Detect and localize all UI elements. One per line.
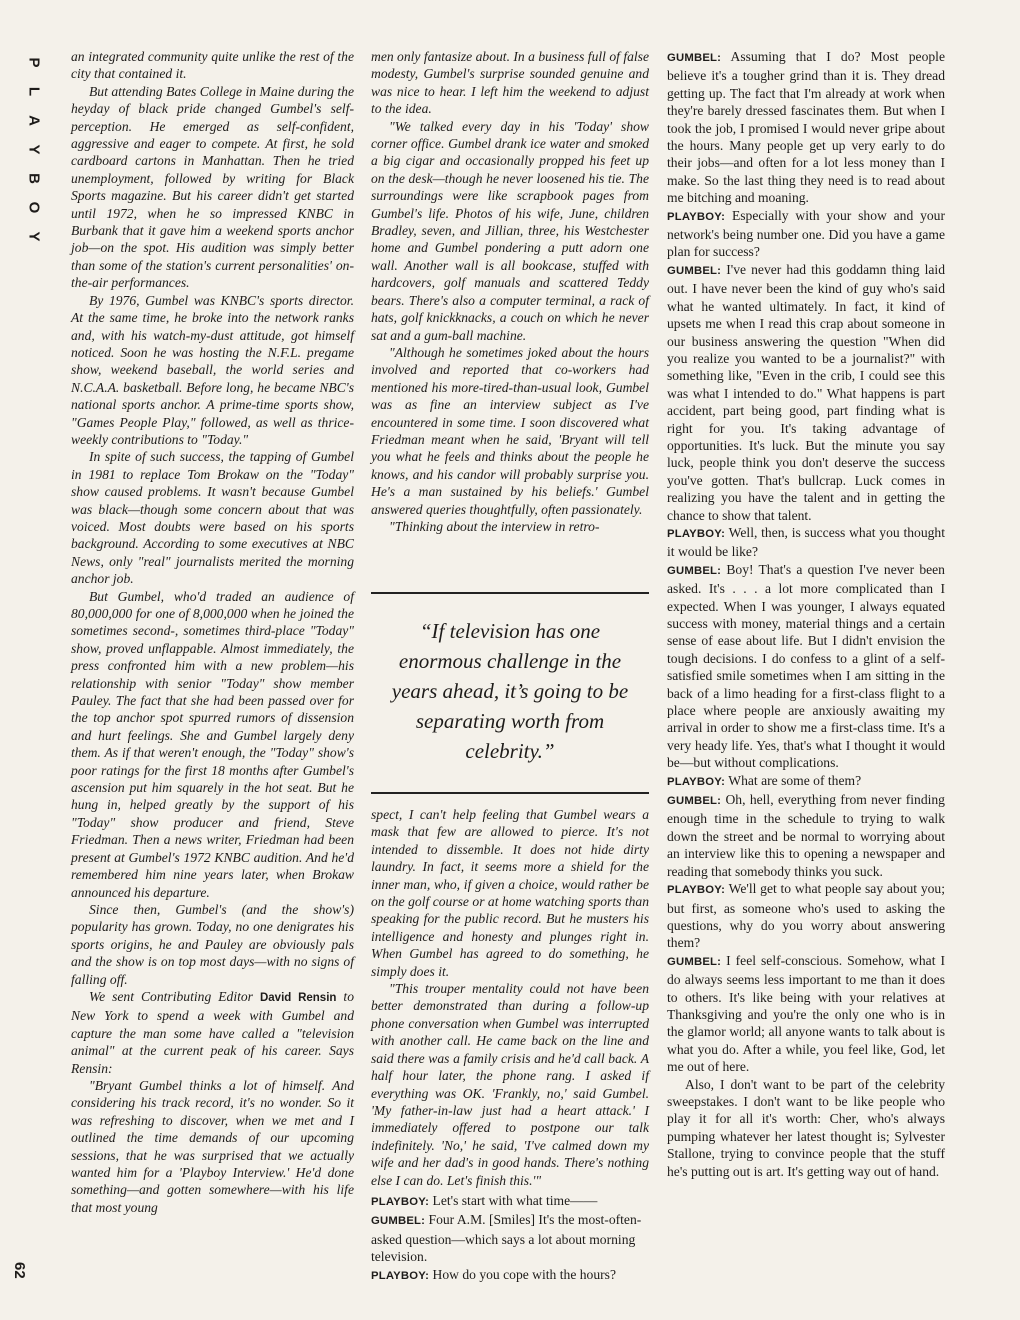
paragraph: "This trouper mentality could not have been better demonstrated than during a follow-up phone conversation when Gumbel was interrupted with another call. He came back on the line and said there was a family crisis and he'd call back. A half hour later, the phone rang. I asked if everything was OK. 'Frankly, no,' said Gumbel. 'My father-in-law just had a heart attack.' I immediately offered to postpone our talk indefinitely. 'No,' he said, 'I've calmed down my wife and her dad's in good hands. There's nothing else I can do. Let's finish this.'" (371, 981, 649, 1188)
paragraph: Also, I don't want to be part of the celebrity sweepstakes. I don't want to be like people who play it for all it's worth: Cher, who's always pumping whatever her latest thought is; Sylvester Stallone, trying to convince people that the stuff he's putting out is art. It's getting way out of hand. (667, 1076, 945, 1179)
qa-text: I've never had this goddamn thing laid out. I have never been the kind of guy who's said what he wanted ultimately. In fact, it kind of upsets me when I read this crap about someone in our business answering the question "When did you realize you wanted to be a journalist?" with something like, "Even in the crib, I could see this was what I intended to do." What happens is part accident, part being good, part finding what is right for you. It's taking advantage of opportunities. It's luck. But the minute you say luck, people think you don't deserve the success you've gotten. That's bullcrap. Luck comes in realizing you have the talent and in getting the chance to show that talent. (667, 261, 945, 523)
paragraph: In spite of such success, the tapping of Gumbel in 1981 to replace Tom Brokaw on the "Today" show caused problems. It wasn't because Gumbel was black—though some concern about that was voiced. Most doubts were based on his sports background. According to some executives at NBC News, only "real" journalists merited the morning anchor job. (71, 449, 354, 587)
paragraph: "We talked every day in his 'Today' show corner office. Gumbel drank ice water and smoked a big cigar and occasionally propped his feet up on the desk—though he never loosened his tie. The surroundings were like scrapbook pages from Gumbel's life. Photos of his wife, June, children Bradley, seven, and Jillian, three, his Westchester home and Gumbel pondering a putt adorn one wall. Another wall is all bookcase, stuffed with hardcovers, golf manuals and scattered Teddy bears. There's also a computer terminal, a rack of hats, golf knickknacks, a couch on which he never sat and a gum-ball machine. (371, 118, 649, 343)
qa-item (667, 524, 945, 561)
paragraph: "Bryant Gumbel thinks a lot of himself. And considering his track record, it's no wonder. So it was refreshing to discover, when we met and I outlined the time demands of our upcoming sessions, that he was surprised that we actually wanted him for a 'Playboy Interview.' He'd done something—and gotten somewhere—with his life that most young (71, 1077, 354, 1215)
spine-letter: O (25, 201, 43, 214)
spine-letter: P (25, 57, 43, 68)
qa-item (371, 1211, 649, 1265)
column-2-bottom (371, 806, 649, 1189)
spine-letter: L (25, 86, 43, 97)
column-1 (71, 48, 354, 1216)
speaker: PLAYBOY: (371, 1196, 430, 1208)
column-2-top (371, 48, 649, 535)
editor-intro: We sent Contributing Editor (89, 988, 260, 1004)
qa-text: Oh, hell, everything from never finding enough time in the schedule to trying to walk down the street and be normal to worrying about an interview like this to opening a newspaper and reading that somebody thinks you suck. (667, 792, 945, 879)
paragraph: By 1976, Gumbel was KNBC's sports director. At the same time, he broke into the network ranks and, with his watch-my-dust attitude, got himself noticed. Soon he was hosting the N.F.L. pregame show, weekend baseball, the world series and N.C.A.A. basketball. Before long, he became NBC's national sports anchor. A prime-time sports show, "Games People Play," followed, as well as thrice-weekly contributions to "Today." (71, 292, 354, 447)
qa-text: Boy! That's a question I've never been asked. It's . . . a lot more complicated than I expected. When I was younger, I always equated success with money, material things and a certain sense of ease about life. But I didn't envision the tough decisions. I do confess to a glint of a self-satisfied smile sometimes when I am sitting in the back of a limo heading for a first-class flight to a place where people are anxiously awaiting my arrival in order to show me a first-class time. It's a very heady life. Yes, that's what I thought it would be—but without complications. (667, 561, 945, 771)
paragraph: But attending Bates College in Maine during the heyday of black pride changed Gumbel's self-perception. He emerged as self-confident, aggressive and eager to compete. At first, he sold cardboard cartons in Manhattan. Then he tried unemployment, followed by writing for Black Sports magazine. But his career didn't get started until 1972, when he so impressed KNBC in Burbank that it gave him a weekend sports anchor job—on the spot. His audition was simply better than some of the station's current personalities' on-the-air performances. (71, 83, 354, 291)
qa-item (667, 952, 945, 1076)
editor-outro: to New York to spend a week with Gumbel and capture the man some have called a "television animal" at the current peak of his career. Says Rensin: (71, 988, 354, 1076)
paragraph: Since then, Gumbel's (and the show's) popularity has grown. Today, no one denigrates his sports origins, he and Pauley are obviously pals and the show is on top most days—with no signs of falling off. (71, 901, 354, 987)
qa-item (667, 772, 945, 791)
paragraph-editor (71, 988, 354, 1077)
qa-text: I feel self-conscious. Somehow, what I do always seems less important to me than it does to others. It's like being with your relatives at Thanksgiving and you're the only one who is in the glamor world; all anyone wants to talk about is what you do. After a while, you feel like, God, let me out of here. (667, 952, 945, 1075)
qa-text: Well, then, is success what you thought it would be like? (667, 524, 945, 560)
qa-item (667, 48, 945, 207)
speaker: PLAYBOY: (667, 884, 726, 897)
paragraph: men only fantasize about. In a business full of false modesty, Gumbel's surprise sounded genuine and was nice to hear. I left him the weekend to adjust to the idea. (371, 49, 649, 117)
qa-item (667, 561, 945, 772)
speaker: PLAYBOY: (667, 527, 726, 540)
spine-letter: B (25, 173, 43, 184)
paragraph: "Although he sometimes joked about the hours involved and reported that co-workers had mentioned his more-tired-than-usual look, Gumbel was as fine an interview subject as I've encountered in some time. I soon discovered what Friedman meant when he said, 'Bryant will tell you what he feels and thinks about the people he knows, and his candor will probably surprise you. He's a man sustained by his beliefs.' Gumbel answered queries thoughtfully, often passionately. (371, 344, 649, 517)
paragraph: spect, I can't help feeling that Gumbel wears a mask that few are allowed to pierce. It's not intended to dissemble. It does not hide dirty laundry. In fact, it seems more a shield for the inner man, who, if given a choice, would rather be on the golf course or at home watching sports than speaking for the public record. But he musters his intelligence and honesty and plunges right in. When Gumbel has agreed to do something, he simply does it. (371, 807, 649, 979)
qa-text: How do you cope with the hours? (432, 1266, 616, 1282)
speaker: GUMBEL: (667, 264, 722, 277)
column-2-interview (371, 1192, 649, 1285)
qa-text: Especially with your show and your network's being number one. Did you have a game plan for success? (667, 207, 945, 260)
qa-item (371, 1192, 649, 1211)
qa-text: Let's start with what time—— (432, 1193, 598, 1208)
spine-letter: Y (25, 231, 43, 242)
qa-text: Four A.M. [Smiles] It's the most-often-asked question—which says a lot about morning television. (371, 1212, 642, 1265)
paragraph: an integrated community quite unlike the rest of the city that contained it. (71, 49, 354, 82)
speaker: GUMBEL: (667, 52, 722, 64)
speaker: PLAYBOY: (371, 1269, 430, 1282)
paragraph: But Gumbel, who'd traded an audience of 80,000,000 for one of 8,000,000 when he joined the sometimes second-, sometimes third-place "Today" show, proved unflappable. Almost immediately, the press confronted him with a new problem—his relationship with senior "Today" show member Pauley. The fact that she had been passed over for the top anchor spot spurred rumors of dissension and hurt feelings. She and Gumbel largely deny them. As if that weren't enough, the "Today" show's poor ratings for the first 18 months after Gumbel's ascension put him squarely in the hot seat. But he hung in, helped greatly by the support of his "Today" show producer and friend, Steve Friedman. Then a news writer, Friedman had been present at Gumbel's 1972 KNBC audition. And he'd remembered him nine years later, when Brokaw announced his departure. (71, 588, 354, 900)
speaker: GUMBEL: (667, 564, 722, 577)
qa-text: Assuming that I do? Most people believe it's a tougher grind than it is. They dread getting up. The fact that I'm already at work when they're barely dressed fascinates them. But when I took the job, I promised I would never gripe about the hours. Many people get up very early to do their jobs—and often for a lot less money than I make. So the last thing they need is to read about me bitching and moaning. (667, 49, 945, 206)
spine-letter: A (25, 115, 43, 126)
qa-item (667, 880, 945, 952)
speaker: GUMBEL: (371, 1215, 426, 1228)
pull-quote-box (371, 592, 649, 794)
page-number: 62 (11, 1262, 28, 1279)
speaker: PLAYBOY: (667, 775, 726, 788)
magazine-spine-title (22, 48, 46, 251)
qa-item (667, 207, 945, 261)
qa-text: We'll get to what people say about you; but first, as someone who's used to asking the questions, why do you worry about answering them? (667, 881, 945, 951)
speaker: PLAYBOY: (667, 210, 726, 223)
qa-item (667, 261, 945, 524)
qa-item (667, 791, 945, 880)
pull-quote: “If television has one enormous challenge in the years ahead, it’s going to be separating worth from celebrity.” (391, 619, 629, 763)
speaker: GUMBEL: (667, 795, 722, 808)
paragraph: "Thinking about the interview in retro- (389, 518, 600, 534)
column-3-interview (667, 48, 945, 1180)
editor-name: David Rensin (259, 991, 337, 1004)
qa-text: What are some of them? (728, 772, 862, 788)
speaker: GUMBEL: (667, 955, 722, 968)
qa-item (371, 1266, 649, 1285)
spine-letter: Y (25, 144, 43, 155)
